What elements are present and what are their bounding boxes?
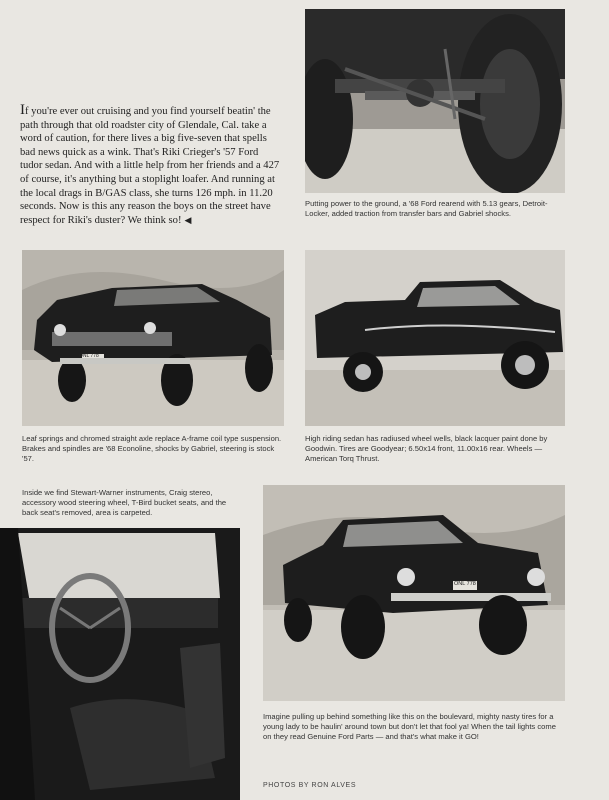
rear-axle-illustration [305,9,565,193]
rear-license-plate: ONL 778 [454,581,476,587]
end-mark-icon: ◀ [184,214,192,225]
intro-text: f you're ever out cruising and you find yourself beatin' the path through that old roadster city of Glendale, Cal. take a word of caution, for there lives a big five-seven that spells bad news quick as a wink. That's Riki Crieger's '57 Ford tudor sedan. And with a little help from her friends and a 427 of course, it's anything but a stoplight loafer. And running at the local drags in B/GAS class, she turns 126 mph. in 11.20 seconds. Now is this any reason the boys on the street have respect for Riki's duster? We think so! [20,106,280,226]
interior-illustration [0,528,240,800]
front-view-illustration [22,250,284,426]
photo-side-profile [305,250,565,426]
caption-side-profile: High riding sedan has radiused wheel wells, black lacquer paint done by Goodwin. Tires are Goodyear; 6.50x14 front, 11.00x16 rear. Wheels — American Torq Thrust. [305,434,548,463]
caption-rear-view: Imagine pulling up behind something like this on the boulevard, mighty nasty tires for a young lady to be haulin' around town but don't let that fool ya! When the tail lights come on they read Genuine Ford Parts — and that's what make it GO! [263,712,556,741]
photo-rear-view [263,485,565,701]
front-license-plate: ONL 778 [79,353,99,359]
photo-front-view [22,250,284,426]
photo-interior [0,528,240,800]
caption-interior: Inside we find Stewart-Warner instruments, Craig stereo, accessory wood steering wheel, T-Bird bucket seats, and the back seat's removed, area is carpeted. [22,488,227,517]
intro-paragraph [20,104,282,227]
rear-view-illustration [263,485,565,701]
photo-rear-axle [305,9,565,193]
side-profile-illustration [305,250,565,426]
drop-initial: I [20,102,25,118]
caption-front-view: Leaf springs and chromed straight axle replace A-frame coil type suspension. Brakes and spindles are '68 Econoline, shocks by Gabriel, steering is stock '57. [22,434,282,463]
caption-rear-axle: Putting power to the ground, a '68 Ford rearend with 5.13 gears, Detroit-Locker, added traction from transfer bars and Gabriel shocks. [305,199,548,218]
photo-credit: PHOTOS BY RON ALVES [263,782,357,789]
